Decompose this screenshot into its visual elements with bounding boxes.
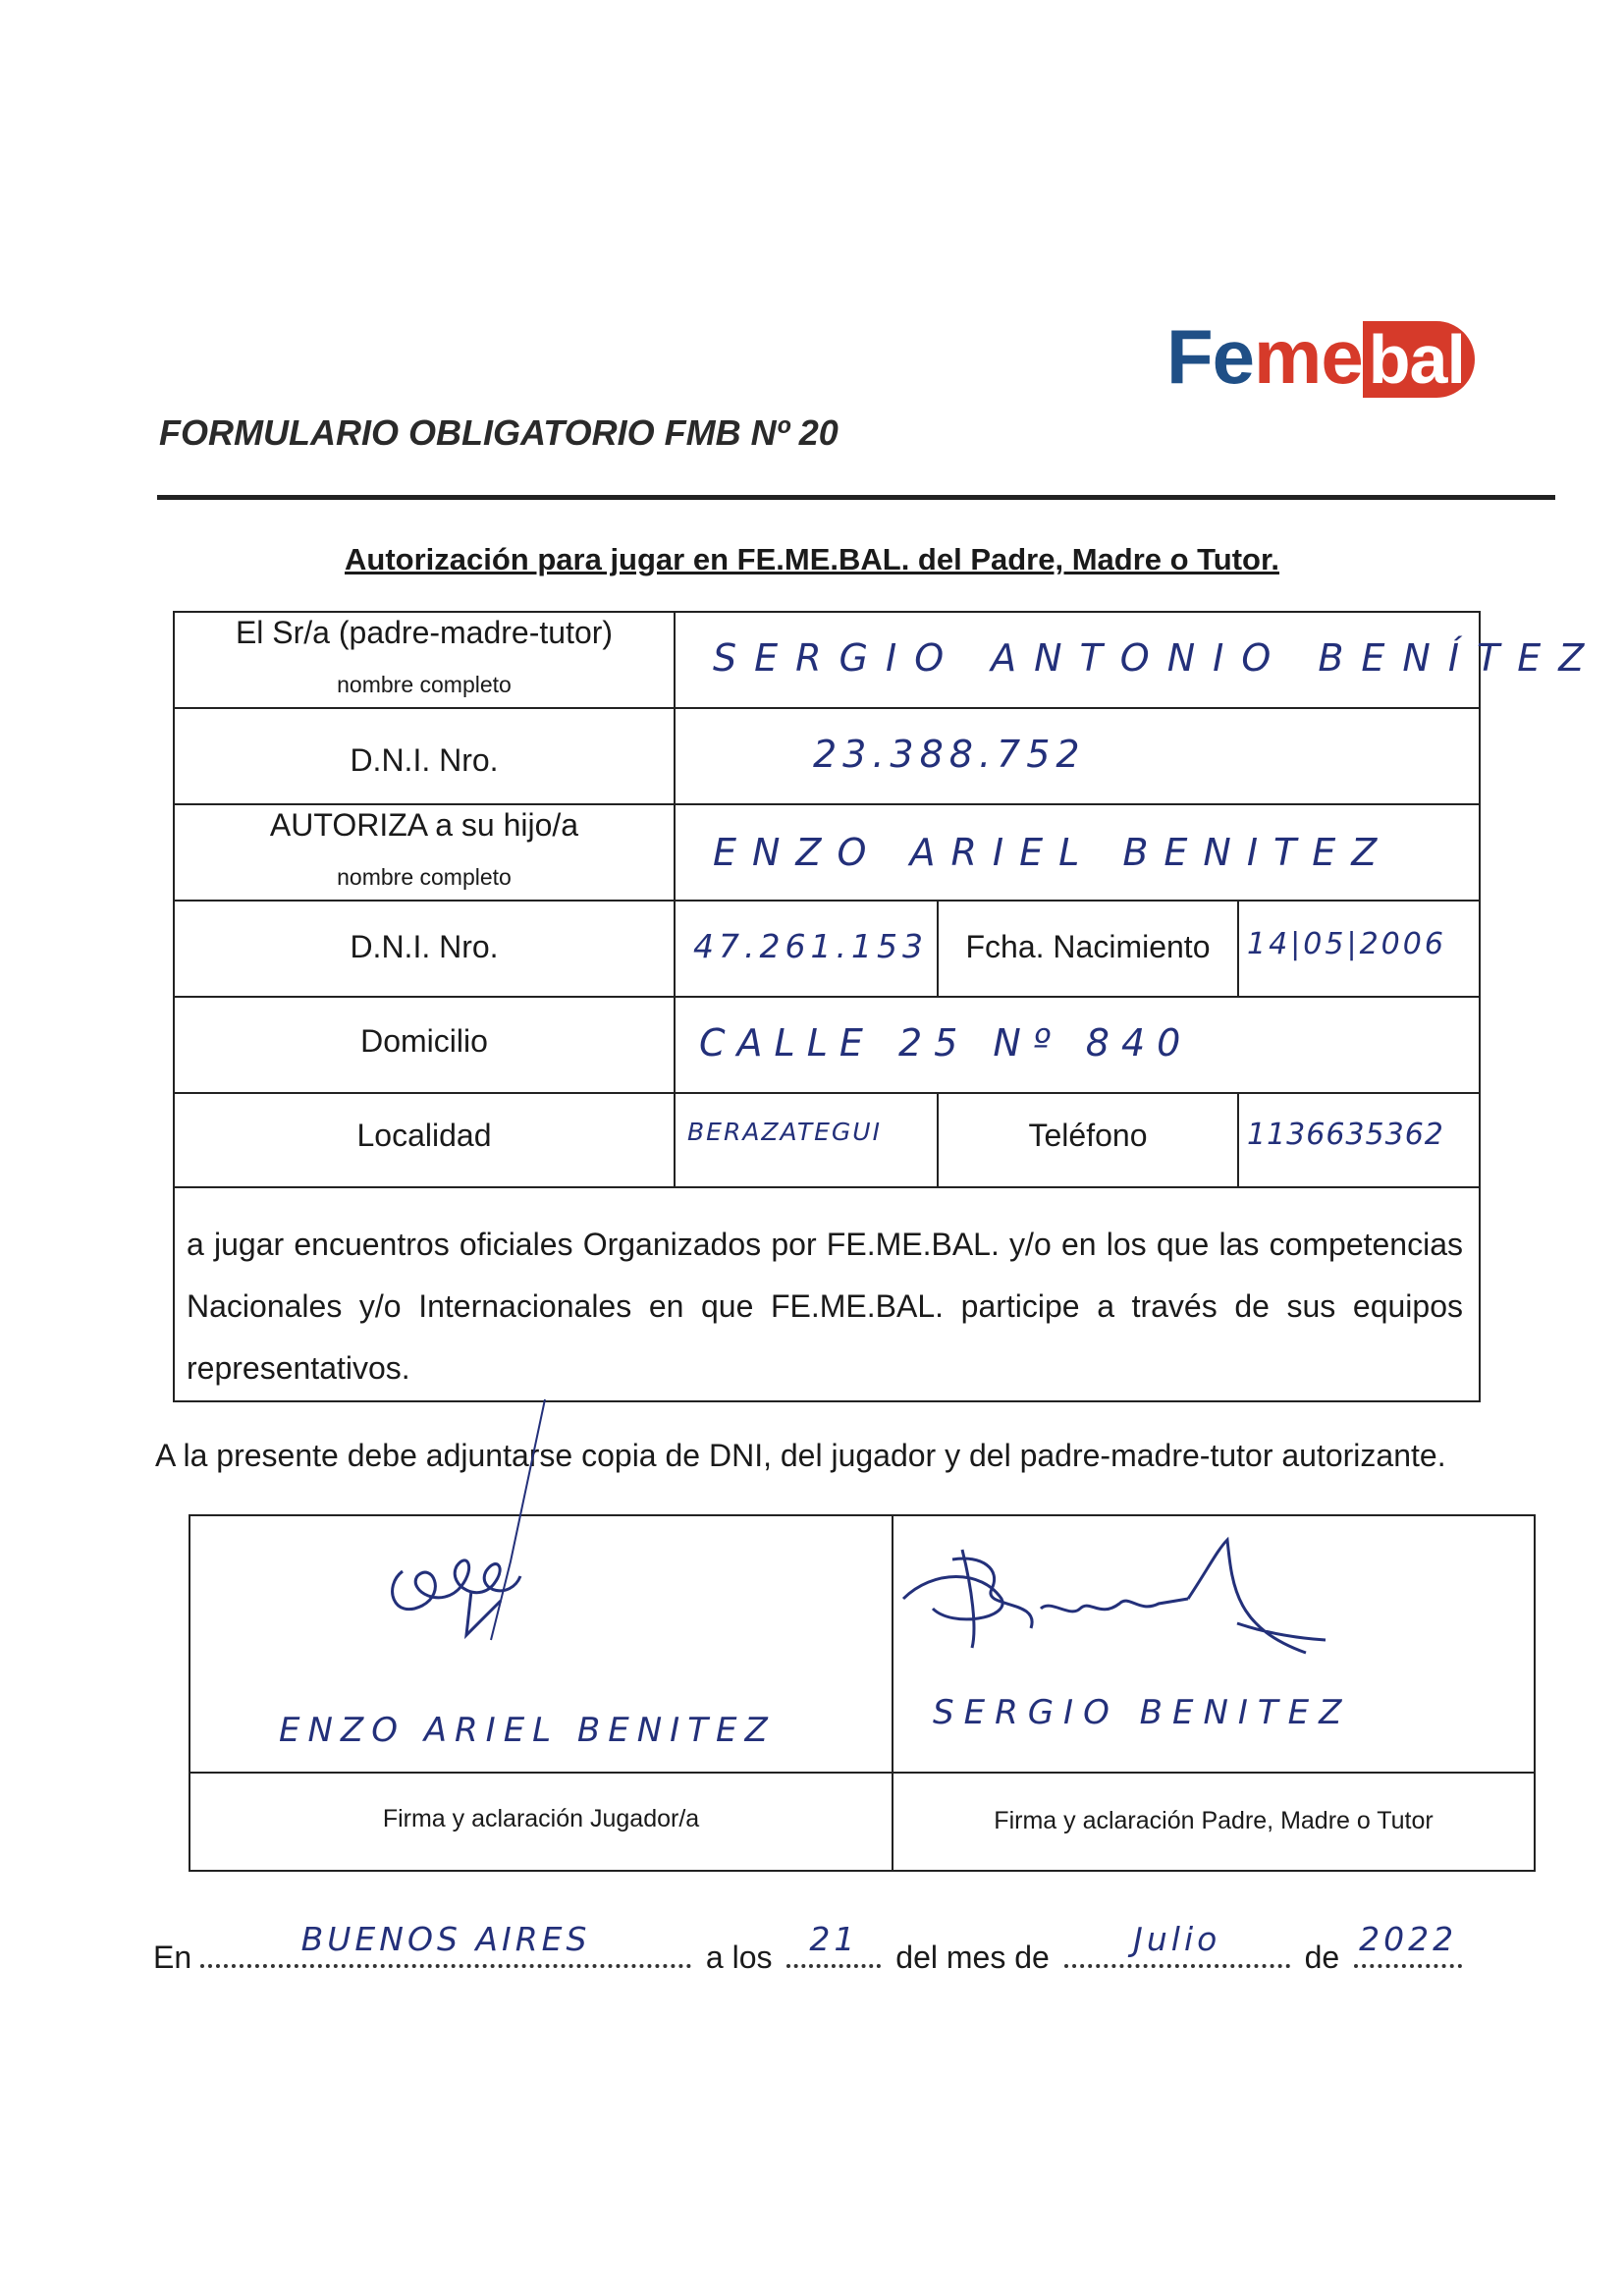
column-divider [1237,1092,1239,1186]
city-label: Localidad [356,1118,492,1153]
birth-date-label: Fcha. Nacimiento [965,929,1211,964]
guardian-name-value[interactable]: SERGIO ANTONIO BENÍTEZ [713,636,1602,680]
guardian-sub-label: nombre completo [337,672,512,697]
row-divider [175,1186,1479,1188]
authorization-table [173,611,1602,1402]
guardian-dni-value[interactable]: 23.388.752 [813,733,1086,776]
guardian-signature-caption: Firma y aclaración Padre, Madre o Tutor [994,1807,1434,1834]
child-label: AUTORIZA a su hijo/a [269,807,579,843]
guardian-signature [893,1530,1355,1667]
child-dni-label: D.N.I. Nro. [350,929,499,964]
guardian-label: El Sr/a (padre-madre-tutor) [235,615,614,650]
day-field[interactable] [786,1920,881,1968]
column-divider [674,613,676,1186]
footer-del-mes-de: del mes de [895,1940,1050,1975]
row-divider [190,1772,1534,1774]
address-label: Domicilio [360,1023,488,1059]
place-date-line [153,1920,1458,1976]
form-subtitle: Autorización para jugar en FE.ME.BAL. del Padre, Madre o Tutor. [345,542,1279,576]
month-value: Julio [1133,1920,1221,1958]
row-divider [175,803,1479,805]
footer-en: En [153,1940,192,1975]
column-divider [1237,900,1239,996]
year-value: 2022 [1359,1920,1458,1958]
year-field[interactable] [1354,1920,1462,1968]
title-divider [157,495,1555,500]
player-printed-name[interactable]: ENZO ARIEL BENITEZ [279,1711,776,1750]
footer-a-los: a los [705,1940,773,1975]
footer-de: de [1304,1940,1340,1975]
row-divider [175,900,1479,902]
player-signature-caption: Firma y aclaración Jugador/a [382,1805,700,1832]
form-title: FORMULARIO OBLIGATORIO FMB Nº 20 [159,412,839,453]
child-sub-label: nombre completo [337,864,512,890]
place-value: BUENOS AIRES [300,1920,591,1958]
child-dni-value[interactable]: 47.261.153 [693,927,928,965]
city-value[interactable]: BERAZATEGUI [687,1118,882,1146]
birth-date-value[interactable]: 14|05|2006 [1247,927,1446,961]
row-divider [175,996,1479,998]
femebal-logo: Femebal [1166,312,1540,397]
guardian-printed-name[interactable]: SERGIO BENITEZ [933,1693,1352,1732]
guardian-dni-label: D.N.I. Nro. [350,742,499,778]
authorization-text: a jugar encuentros oficiales Organizados por FE.ME.BAL. y/o en los que las competencias Nacionales y/o Internacionales en que FE.ME.BAL. participe a través de sus equipos representativos. [187,1227,1463,1386]
phone-value[interactable]: 1136635362 [1247,1118,1444,1152]
child-name-value[interactable]: ENZO ARIEL BENITEZ [713,831,1393,874]
attachment-note: A la presente debe adjuntarse copia de DNI, del jugador y del padre-madre-tutor autorizante. [155,1438,1446,1473]
row-divider [175,1092,1479,1094]
place-field[interactable] [200,1920,691,1968]
month-field[interactable] [1064,1920,1290,1968]
address-value[interactable]: CALLE 25 Nº 840 [699,1021,1193,1065]
row-divider [175,707,1479,709]
day-value: 21 [809,1920,859,1958]
pen-stroke-mark [471,1394,550,1650]
phone-label: Teléfono [1028,1118,1148,1153]
